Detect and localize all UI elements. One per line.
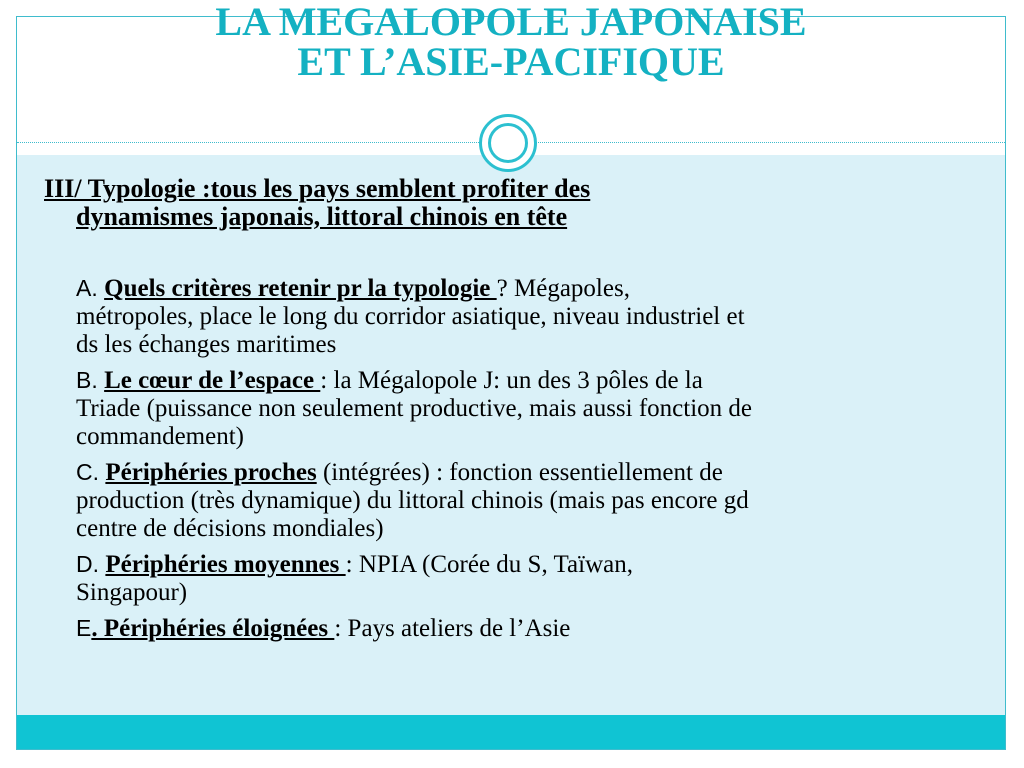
- item-key: Périphéries proches: [105, 459, 317, 486]
- item-label: E: [76, 615, 92, 641]
- item-text: production (très dynamique) du littoral chinois (mais pas encore gd: [76, 487, 749, 514]
- item-text: : la Mégalopole J: un des 3 pôles de la: [320, 367, 703, 394]
- item-text: (intégrées) : fonction essentiellement de: [316, 459, 723, 486]
- item-key: Quels critères retenir pr la typologie: [104, 275, 497, 302]
- list-item-d: [76, 550, 986, 607]
- section-heading: [44, 175, 834, 231]
- item-text: Singapour): [76, 579, 188, 606]
- heading-line-1: III/ Typologie :tous les pays semblent profiter des: [44, 174, 591, 203]
- item-label: C.: [76, 459, 106, 485]
- item-text: métropoles, place le long du corridor asiatique, niveau industriel et: [76, 303, 745, 330]
- typology-list: [76, 274, 986, 650]
- list-item-e: [76, 614, 986, 643]
- item-text: Triade (puissance non seulement productive, mais aussi fonction de: [76, 395, 753, 422]
- item-label: D.: [76, 551, 106, 577]
- item-text: commandement): [76, 423, 244, 450]
- slide-title: [16, 2, 1006, 82]
- list-item-c: [76, 458, 986, 543]
- bottom-bar: [17, 715, 1005, 749]
- item-label: B.: [76, 367, 105, 393]
- title-line-1: LA MEGALOPOLE JAPONAISE: [215, 0, 807, 44]
- title-line-2: ET L’ASIE-PACIFIQUE: [297, 39, 725, 84]
- item-text: : Pays ateliers de l’Asie: [334, 615, 571, 642]
- item-key: . Périphéries éloignées: [91, 615, 335, 642]
- item-text: centre de décisions mondiales): [76, 515, 384, 542]
- heading-line-2: dynamismes japonais, littoral chinois en tête: [76, 202, 568, 231]
- item-key: Le cœur de l’espace: [104, 367, 321, 394]
- list-item-a: [76, 274, 986, 359]
- list-item-b: [76, 366, 986, 451]
- item-text: ds les échanges maritimes: [76, 331, 337, 358]
- ring-ornament-icon: [479, 114, 537, 172]
- item-text: : NPIA (Corée du S, Taïwan,: [345, 551, 633, 578]
- item-text: ? Mégapoles,: [496, 275, 630, 302]
- item-key: Périphéries moyennes: [105, 551, 346, 578]
- item-label: A.: [76, 275, 105, 301]
